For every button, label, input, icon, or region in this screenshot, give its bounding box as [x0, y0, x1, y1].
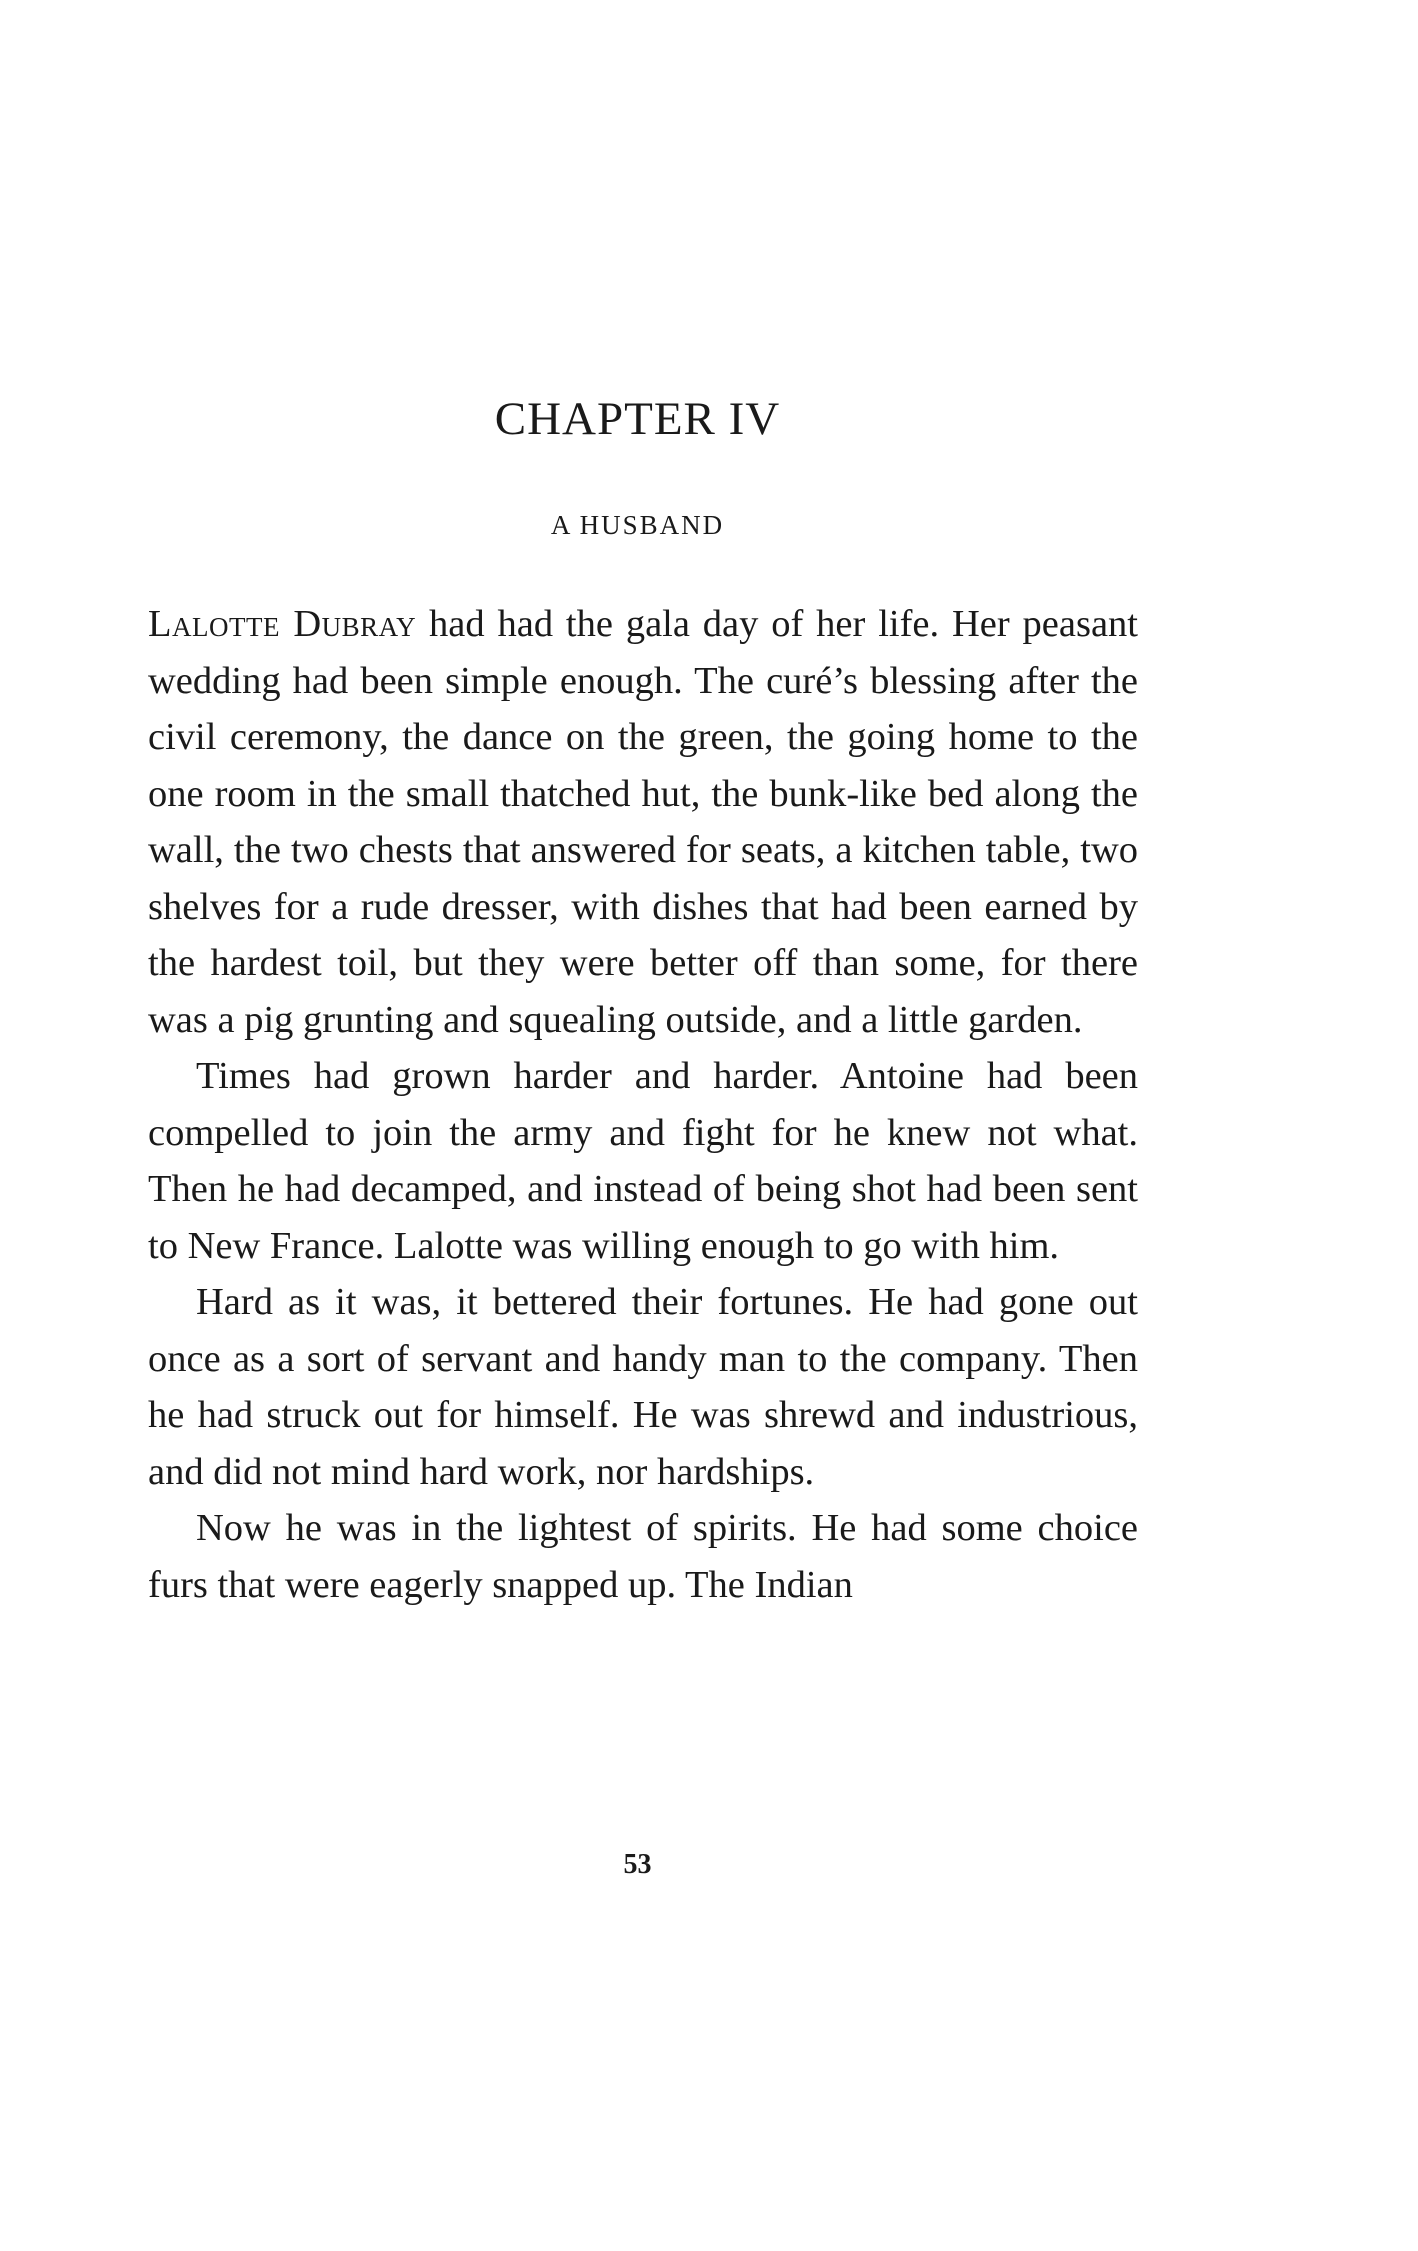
opening-text: had had the gala day of her life. Her peasant wedding had been simple enough. The curé’s blessing after the civil ceremony, the dance on the green, the going home to the one room in the small thatched hut, the bunk-like bed along the wall, the two chests that answered for seats, a kitchen table, two shelves for a rude dresser, with dishes that had been earned by the hardest toil, but they were better off than some, for there was a pig grunting and squealing outside, and a little garden.: [148, 603, 1138, 1041]
page-number: 53: [623, 1849, 652, 1880]
paragraph-4: Now he was in the lightest of spirits. He had some choice furs that were eagerly snapped up. The Indian: [148, 1507, 1138, 1606]
paragraph-3: Hard as it was, it bettered their fortunes. He had gone out once as a sort of servant and handy man to the company. Then he had struck out for himself. He was shrewd and industrious, and did not mind hard work, nor hardships.: [148, 1281, 1138, 1493]
chapter-subtitle: A HUSBAND: [550, 510, 725, 540]
paragraph-2: Times had grown harder and harder. Antoine had been compelled to join the army and fight for he knew not what. Then he had decamped, and instead of being shot had been sent to New France. Lalotte was willing enough to go with him.: [148, 1055, 1138, 1267]
paragraph-1: [148, 596, 1138, 1048]
body-text: [148, 596, 1138, 1613]
opening-names: Lalotte Dubray: [148, 603, 417, 645]
chapter-title: CHAPTER IV: [494, 393, 781, 445]
